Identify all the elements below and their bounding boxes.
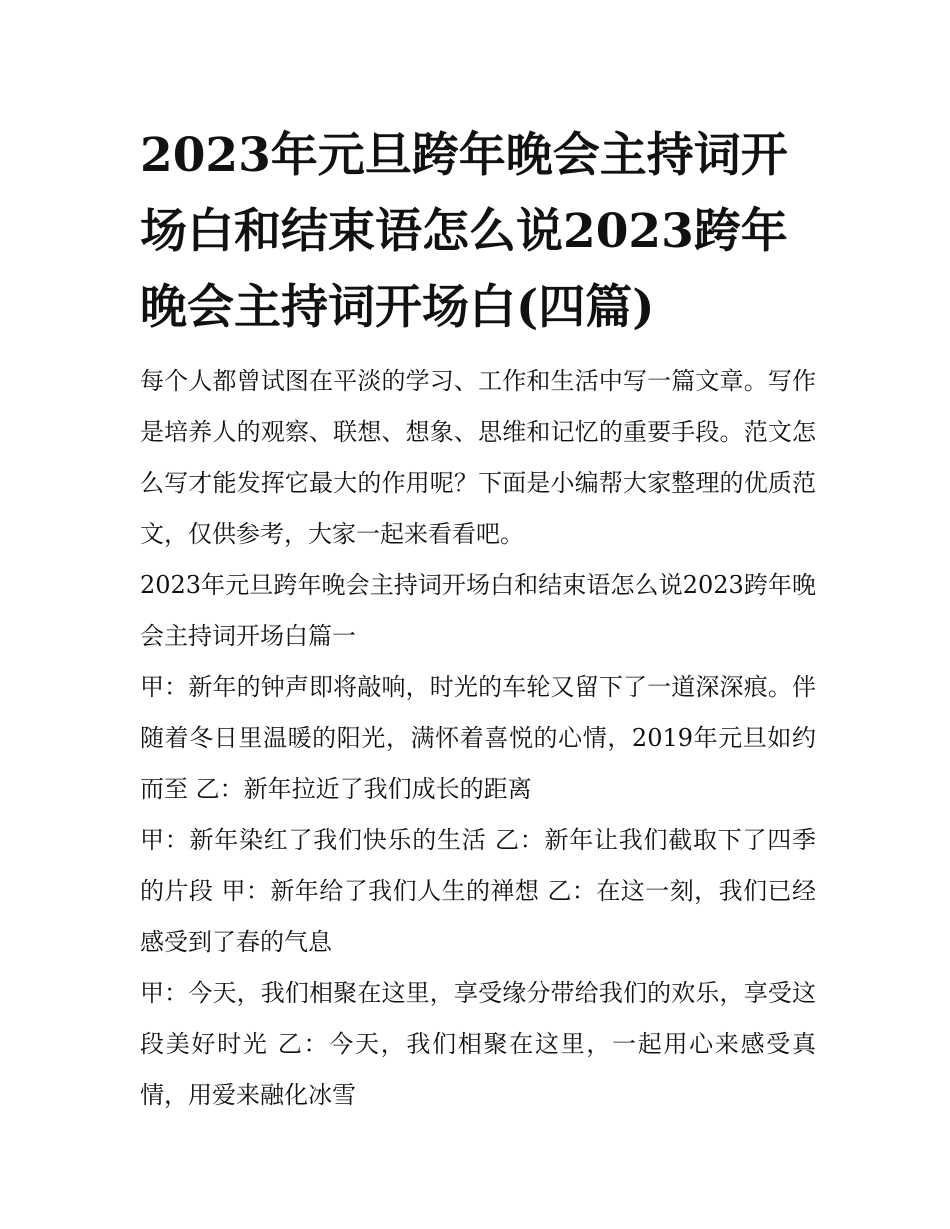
document-title: 2023年元旦跨年晚会主持词开场白和结束语怎么说2023跨年晚会主持词开场白(四篇) — [140, 128, 788, 335]
intro-paragraph: 每个人都曾试图在平淡的学习、工作和生活中写一篇文章。写作是培养人的观察、联想、想象、思维和记忆的重要手段。范文怎么写才能发挥它最大的作用呢？下面是小编帮大家整理的优质范文，仅供参考，大家一起来看看吧。 — [140, 367, 816, 548]
body-paragraph: 甲：新年的钟声即将敲响，时光的车轮又留下了一道深深痕。伴随着冬日里温暖的阳光，满怀着喜悦的心情，2019年元旦如约而至 乙：新年拉近了我们成长的距离 — [140, 673, 816, 803]
body-paragraph: 甲：今天，我们相聚在这里，享受缘分带给我们的欢乐，享受这段美好时光 乙：今天，我们相聚在这里，一起用心来感受真情，用爱来融化冰雪 — [140, 979, 816, 1109]
section-heading: 2023年元旦跨年晚会主持词开场白和结束语怎么说2023跨年晚会主持词开场白篇一 — [140, 571, 816, 650]
document-page — [140, 118, 816, 1121]
body-paragraph: 甲：新年染红了我们快乐的生活 乙：新年让我们截取下了四季的片段 甲：新年给了我们人生的禅想 乙：在这一刻，我们已经感受到了春的气息 — [140, 826, 816, 956]
